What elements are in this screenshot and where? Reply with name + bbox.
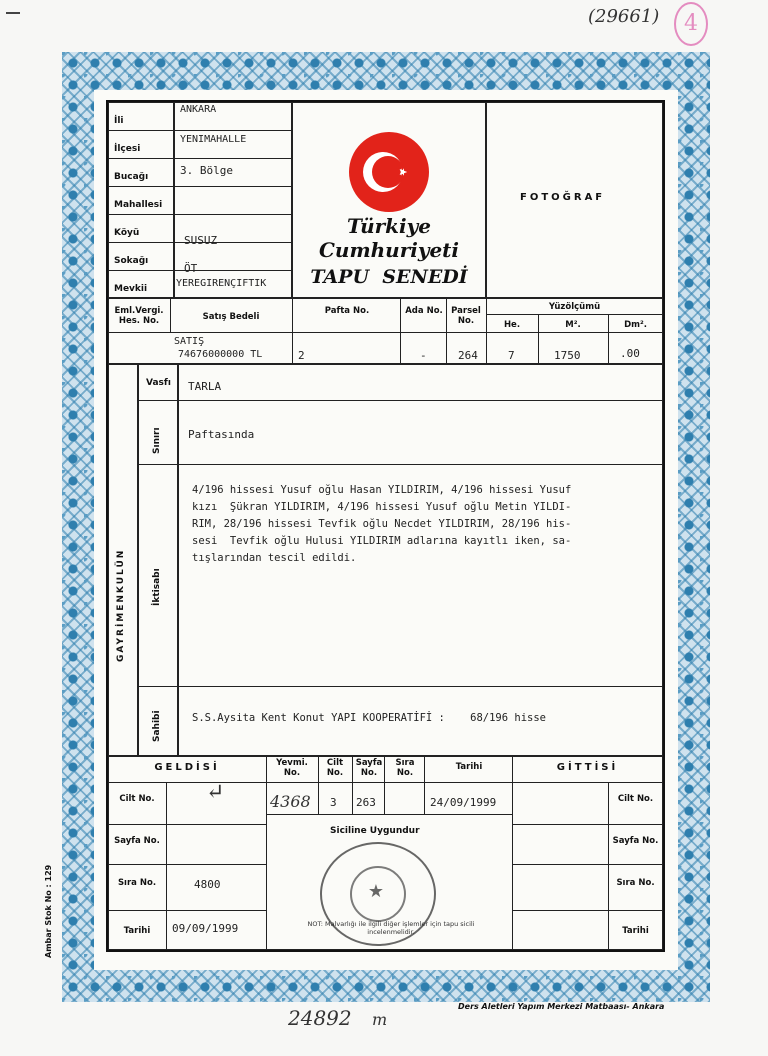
he-value: 7: [508, 349, 515, 362]
ada-value: -: [420, 349, 427, 362]
bucak-label: Bucağı: [114, 172, 149, 182]
vasfi-label: Vasfı: [146, 378, 171, 388]
bucak-value: 3. Bölge: [180, 164, 233, 177]
crescent-star-icon: [349, 132, 429, 212]
bottom-reference-number: 24892: [288, 1006, 352, 1030]
iktisabi-label: İktisabı: [152, 568, 162, 606]
gittisi-tarihi-label: Tarihi: [622, 926, 649, 936]
koy-label: Köyü: [114, 228, 140, 238]
gayrimenkul-label: GAYRİMENKULÜN: [116, 548, 126, 662]
he-header: He.: [503, 320, 521, 330]
iktisabi-line-2: kızı Şükran YILDIRIM, 4/196 hissesi Yusuf oğlu Metin YILDI-: [192, 501, 572, 513]
geldisi-sira-value: 4800: [194, 878, 221, 891]
gittisi-cilt-label: Cilt No.: [617, 794, 654, 804]
deed-form: [106, 100, 665, 952]
il-value: ANKARA: [180, 104, 217, 115]
sahibi-label: Sahibi: [152, 710, 162, 742]
ilce-label: İlçesi: [114, 144, 141, 154]
gittisi-sayfa-label: Sayfa No.: [612, 836, 659, 846]
siniri-label: Sınırı: [152, 427, 162, 454]
cilt-col-header: Cilt No.: [326, 758, 344, 778]
dm2-header: Dm².: [624, 320, 647, 330]
parsel-header: Parsel No.: [451, 306, 481, 326]
title-cumhuriyeti: Cumhuriyeti: [318, 238, 460, 262]
mahalle-label: Mahallesi: [114, 200, 163, 210]
sicil-label: Siciline Uygundur: [330, 826, 420, 836]
ambar-stock-number: Ambar Stok No : 129: [44, 864, 53, 958]
corner-mark: [6, 4, 20, 14]
iktisabi-line-5: tışlarından tescil edildi.: [192, 552, 357, 564]
gittisi-sira-label: Sıra No.: [616, 878, 655, 888]
title-turkiye: Türkiye: [347, 214, 431, 238]
geldisi-tarihi-value: 09/09/1999: [172, 922, 239, 935]
mid-cilt-value: 3: [330, 796, 337, 809]
mevkii-label: Mevkii: [114, 284, 148, 294]
satis-type-value: SATIŞ: [174, 336, 205, 347]
il-label: İli: [114, 116, 124, 126]
geldisi-sayfa-label: Sayfa No.: [114, 836, 160, 846]
eml-header: Eml.Vergi. Hes. No.: [114, 306, 164, 326]
note-text: NOT: Malvarlığı ile ilgili diğer işlemler için tapu sicili incelenmelidir.: [307, 920, 475, 936]
title-tapu-senedi: TAPU SENEDİ: [310, 266, 468, 288]
handwritten-mark: ↵: [206, 780, 225, 805]
flag-emblem: [349, 132, 429, 212]
mevkii-value: YEREGIRENÇIFTIK: [176, 278, 267, 289]
satis-header: Satış Bedeli: [202, 312, 260, 322]
sokak-value: ÖT: [184, 262, 198, 275]
mid-sayfa-value: 263: [356, 796, 376, 809]
geldisi-tarihi-label: Tarihi: [123, 926, 151, 936]
mid-tarihi-value: 24/09/1999: [430, 796, 497, 809]
ada-header: Ada No.: [405, 306, 443, 316]
geldisi-cilt-label: Cilt No.: [119, 794, 155, 804]
iktisabi-line-1: 4/196 hissesi Yusuf oğlu Hasan YILDIRIM, 4/196 hissesi Yusuf: [192, 484, 572, 496]
sira-col-header: Sıra No.: [395, 758, 415, 778]
seal-star-icon: ★: [367, 881, 385, 902]
yevmi-header: Yevmi. No.: [276, 758, 308, 778]
circled-page-number: 4: [674, 2, 708, 46]
sayfa-col-header: Sayfa No.: [355, 758, 383, 778]
sokak-label: Sokağı: [114, 256, 149, 266]
dm2-value: .00: [620, 347, 640, 360]
m2-value: 1750: [554, 349, 581, 362]
m2-header: M².: [565, 320, 581, 330]
geldisi-title: GELDİSİ: [154, 762, 220, 773]
vasfi-value: TARLA: [188, 380, 222, 393]
koy-value: SUSUZ: [184, 234, 218, 247]
siniri-value: Paftasında: [188, 428, 255, 441]
printer-name: Ders Aletleri Yapım Merkezi Matbaası- Ankara: [458, 1002, 665, 1011]
satis-value: 74676000000 TL: [178, 349, 263, 360]
geldisi-sira-label: Sıra No.: [117, 878, 157, 888]
gittisi-title: GİTTİSİ: [556, 762, 619, 773]
yuzolcum-header: Yüzölçümü: [548, 302, 601, 312]
tarihi-col-header: Tarihi: [455, 762, 483, 772]
yevmi-value: 4368: [270, 792, 311, 811]
gayrimenkul-label-column: [138, 364, 178, 756]
photo-label: FOTOĞRAF: [520, 192, 606, 203]
top-reference-number: (29661): [588, 6, 660, 27]
pafta-value: 2: [298, 349, 305, 362]
iktisabi-line-3: RIM, 28/196 hissesi Tevfik oğlu Necdet YILDIRIM, 28/196 his-: [192, 518, 572, 530]
parsel-value: 264: [458, 349, 478, 362]
ilce-value: YENIMAHALLE: [180, 134, 247, 145]
pafta-header: Pafta No.: [324, 306, 370, 316]
bottom-mark: m: [372, 1010, 388, 1029]
sahibi-value: S.S.Aysita Kent Konut YAPI KOOPERATİFİ : 68/196 hisse: [192, 712, 547, 724]
iktisabi-line-4: sesi Tevfik oğlu Hulusi YILDIRIM adlarına kayıtlı iken, sa-: [192, 535, 572, 547]
